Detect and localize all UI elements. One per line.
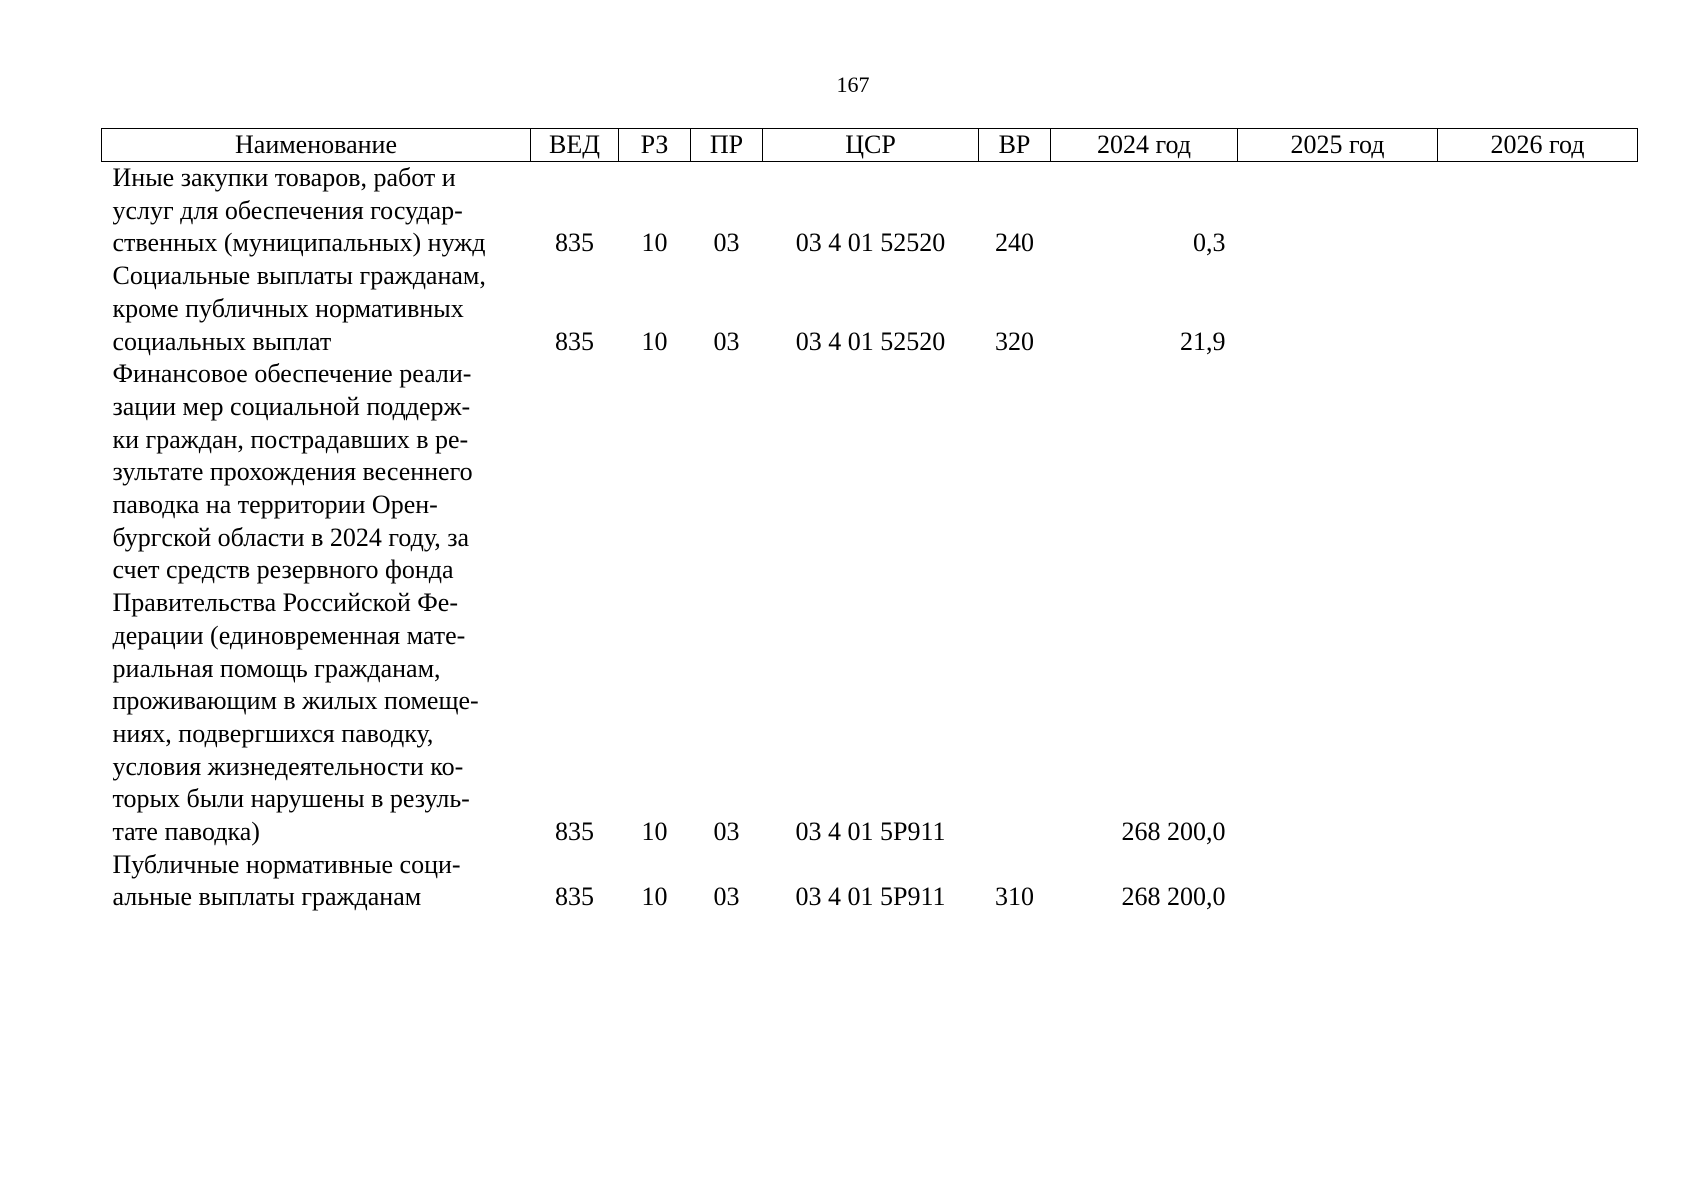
row-rz: 10 bbox=[641, 817, 668, 847]
row-pr: 03 bbox=[713, 326, 740, 356]
row-name: Финансовое обеспечение реали- зации мер социальной поддерж- ки граждан, пострадавших в ре- зультате прохождения весеннего паводка на территории Орен- бургской области в 2024 году, за счет средств резервного фонда Правительства Российской Фе- дерации (единовременная мате- риальная помощь гражданам, проживающим в жилых помеще- ниях, подвергшихся паводку, условия жизнедеятельности ко- торых были нарушены в резуль- тате паводка) bbox=[112, 359, 479, 847]
row-ved: 835 bbox=[555, 882, 594, 912]
row-csr: 03 4 01 52520 bbox=[795, 326, 946, 356]
row-2025 bbox=[1238, 260, 1438, 358]
row-2024: 21,9 bbox=[1180, 326, 1226, 356]
row-ved: 835 bbox=[555, 228, 594, 258]
header-2026: 2026 год bbox=[1438, 129, 1638, 162]
row-2025 bbox=[1238, 849, 1438, 914]
header-pr: ПР bbox=[691, 129, 763, 162]
table-row bbox=[102, 162, 1638, 261]
budget-table bbox=[101, 128, 1638, 914]
header-ved: ВЕД bbox=[531, 129, 619, 162]
row-csr: 03 4 01 52520 bbox=[795, 228, 946, 258]
row-csr: 03 4 01 5Р911 bbox=[795, 817, 946, 847]
row-2025 bbox=[1238, 162, 1438, 261]
header-csr: ЦСР bbox=[763, 129, 979, 162]
row-2024: 268 200,0 bbox=[1121, 882, 1226, 912]
row-rz: 10 bbox=[641, 228, 668, 258]
row-pr: 03 bbox=[713, 882, 740, 912]
row-vr bbox=[979, 358, 1051, 849]
row-vr: 320 bbox=[995, 326, 1034, 356]
row-name: Публичные нормативные соци- альные выплаты гражданам bbox=[112, 849, 461, 912]
table-header-row bbox=[102, 129, 1638, 162]
row-rz: 10 bbox=[641, 882, 668, 912]
row-name: Иные закупки товаров, работ и услуг для обеспечения государ- ственных (муниципальных) нужд bbox=[112, 163, 486, 258]
row-pr: 03 bbox=[713, 817, 740, 847]
header-rz: РЗ bbox=[619, 129, 691, 162]
row-vr: 310 bbox=[995, 882, 1034, 912]
row-csr: 03 4 01 5Р911 bbox=[795, 882, 946, 912]
row-2025 bbox=[1238, 358, 1438, 849]
table-row bbox=[102, 849, 1638, 914]
row-name: Социальные выплаты гражданам, кроме публичных нормативных социальных выплат bbox=[112, 261, 486, 356]
header-2024: 2024 год bbox=[1051, 129, 1238, 162]
header-vr: ВР bbox=[979, 129, 1051, 162]
header-name: Наименование bbox=[102, 129, 531, 162]
row-ved: 835 bbox=[555, 817, 594, 847]
table-row bbox=[102, 358, 1638, 849]
row-2026 bbox=[1438, 358, 1638, 849]
row-2024: 0,3 bbox=[1193, 228, 1226, 258]
row-2026 bbox=[1438, 260, 1638, 358]
row-rz: 10 bbox=[641, 326, 668, 356]
row-vr: 240 bbox=[995, 228, 1034, 258]
row-pr: 03 bbox=[713, 228, 740, 258]
header-2025: 2025 год bbox=[1238, 129, 1438, 162]
row-2024: 268 200,0 bbox=[1121, 817, 1226, 847]
table-row bbox=[102, 260, 1638, 358]
row-2026 bbox=[1438, 849, 1638, 914]
page-number: 167 bbox=[836, 72, 870, 97]
row-2026 bbox=[1438, 162, 1638, 261]
row-ved: 835 bbox=[555, 326, 594, 356]
